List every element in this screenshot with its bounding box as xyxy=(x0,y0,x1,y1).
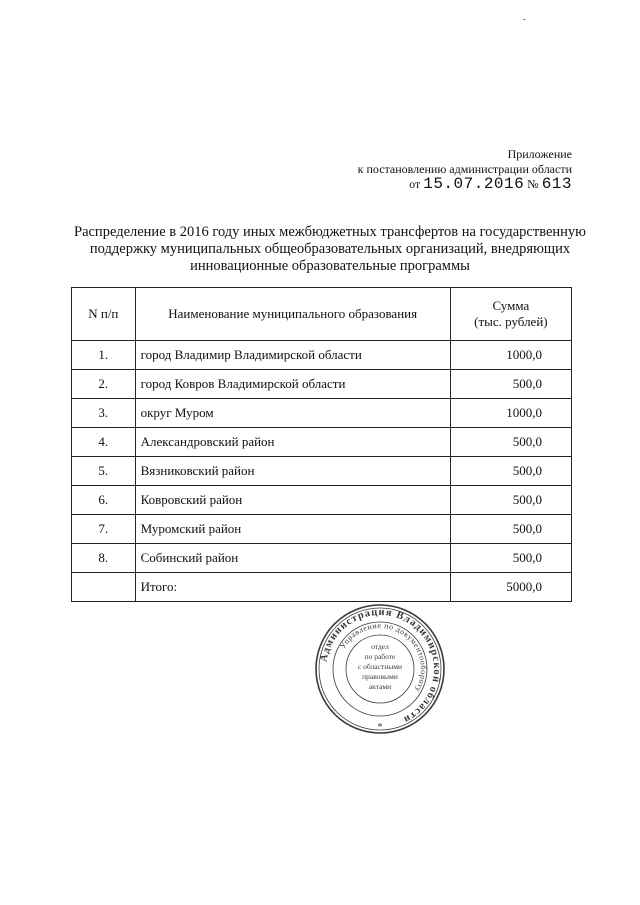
seal-inner-ring-text: Управление по документообороту xyxy=(338,620,429,695)
row-sum: 500,0 xyxy=(450,457,571,486)
row-name: город Владимир Владимирской области xyxy=(135,341,450,370)
table-row xyxy=(72,544,572,573)
header-name: Наименование муниципального образования xyxy=(135,288,450,341)
corner-mark: - xyxy=(522,14,526,25)
row-name: город Ковров Владимирской области xyxy=(135,370,450,399)
row-name: Ковровский район xyxy=(135,486,450,515)
seal-center-line-5: актами xyxy=(368,682,392,691)
header-sum-line-1: Сумма xyxy=(492,298,530,313)
official-seal xyxy=(314,603,446,735)
row-sum: 500,0 xyxy=(450,544,571,573)
heading-line-1: Распределение в 2016 году иных межбюджетных трансфертов на государственную xyxy=(74,224,586,240)
seal-star-icon: * xyxy=(377,722,383,733)
row-num: 1. xyxy=(72,341,136,370)
header-sum-line-2: (тыс. рублей) xyxy=(474,314,548,329)
table-row xyxy=(72,515,572,544)
decree-number: 613 xyxy=(541,175,572,193)
distribution-table xyxy=(71,287,572,602)
appendix-block xyxy=(358,147,572,192)
table-total-row xyxy=(72,573,572,602)
row-name: Муромский район xyxy=(135,515,450,544)
table-row xyxy=(72,399,572,428)
row-sum: 1000,0 xyxy=(450,399,571,428)
total-num xyxy=(72,573,136,602)
total-label: Итого: xyxy=(135,573,450,602)
row-sum: 1000,0 xyxy=(450,341,571,370)
total-sum: 5000,0 xyxy=(450,573,571,602)
row-num: 8. xyxy=(72,544,136,573)
decree-date: 15.07.2016 xyxy=(423,175,525,193)
date-prefix: от xyxy=(409,177,421,191)
seal-outer-text: Администрация Владимирской области xyxy=(318,606,443,726)
number-sign: № xyxy=(527,177,539,191)
row-name: Собинский район xyxy=(135,544,450,573)
table-row xyxy=(72,341,572,370)
row-name: округ Муром xyxy=(135,399,450,428)
row-num: 6. xyxy=(72,486,136,515)
table-row xyxy=(72,486,572,515)
table-row xyxy=(72,457,572,486)
row-num: 3. xyxy=(72,399,136,428)
row-num: 7. xyxy=(72,515,136,544)
seal-center-line-1: отдел xyxy=(371,642,389,651)
table-header-row xyxy=(72,288,572,341)
appendix-subtitle: к постановлению администрации области xyxy=(357,162,572,176)
row-sum: 500,0 xyxy=(450,515,571,544)
appendix-title: Приложение xyxy=(507,147,572,161)
heading-line-3: инновационные образовательные программы xyxy=(190,258,470,274)
seal-center-line-4: правовыми xyxy=(362,672,398,681)
row-sum: 500,0 xyxy=(450,486,571,515)
table-row xyxy=(72,428,572,457)
row-sum: 500,0 xyxy=(450,370,571,399)
row-num: 4. xyxy=(72,428,136,457)
heading-line-2: поддержку муниципальных общеобразовательных организаций, внедряющих xyxy=(89,241,571,257)
seal-center-line-3: с областными xyxy=(357,662,403,671)
header-sum xyxy=(450,288,571,341)
seal-center-line-2: по работе xyxy=(364,652,396,661)
row-name: Вязниковский район xyxy=(135,457,450,486)
row-num: 5. xyxy=(72,457,136,486)
table-row xyxy=(72,370,572,399)
row-num: 2. xyxy=(72,370,136,399)
row-sum: 500,0 xyxy=(450,428,571,457)
header-num: N п/п xyxy=(72,288,136,341)
appendix-date-line xyxy=(358,177,572,192)
document-heading xyxy=(60,224,600,275)
row-name: Александровский район xyxy=(135,428,450,457)
